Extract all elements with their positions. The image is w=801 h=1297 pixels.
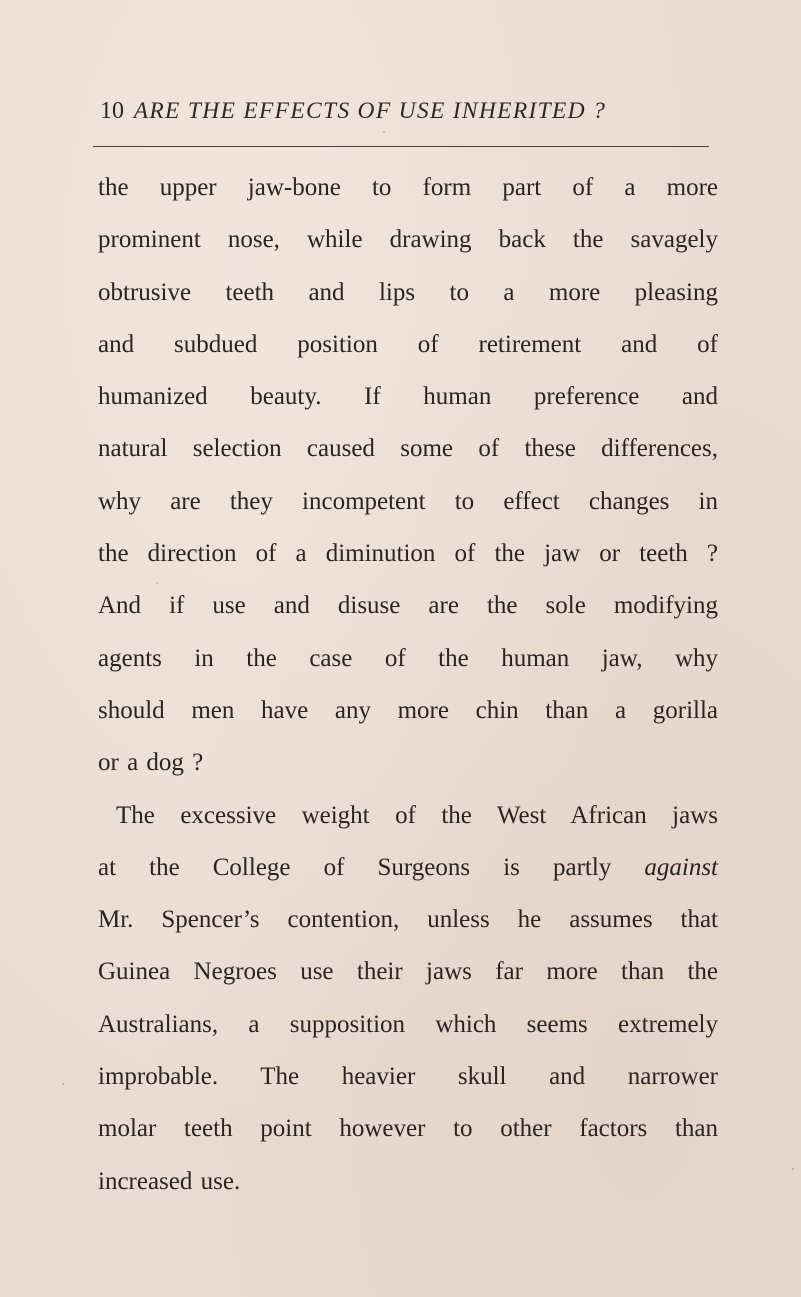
paper-speck xyxy=(792,1168,794,1170)
text-line: Australians, a supposition which seems extremely xyxy=(98,1010,718,1038)
text-line: humanized beauty. If human preference and xyxy=(98,383,718,411)
text-line: should men have any more chin than a gorilla xyxy=(98,696,718,724)
paper-speck xyxy=(383,131,385,133)
text-line: prominent nose, while drawing back the savagely xyxy=(98,226,718,254)
paper-speck xyxy=(62,1083,64,1085)
text-line: or a dog ? xyxy=(98,749,204,777)
text-line-with-emphasis xyxy=(98,850,718,902)
text-run: at the College of Surgeons is partly xyxy=(98,853,612,881)
text-line: why are they incompetent to effect changes in xyxy=(98,487,718,515)
text-line: and subdued position of retirement and of xyxy=(98,330,718,358)
chapter-title: ARE THE EFFECTS OF USE INHERITED ? xyxy=(133,98,607,124)
text-line: Guinea Negroes use their jaws far more than the xyxy=(98,958,718,986)
paper-speck xyxy=(640,1030,642,1032)
text-line: the direction of a diminution of the jaw or teeth ? xyxy=(98,540,718,568)
text-line: Mr. Spencer’s contention, unless he assumes that xyxy=(98,906,718,934)
emphasis-word: against xyxy=(644,853,718,881)
text-line: improbable. The heavier skull and narrower xyxy=(98,1063,718,1091)
text-line: natural selection caused some of these differences, xyxy=(98,435,718,463)
text-line: The excessive weight of the West African jaws xyxy=(116,801,718,829)
text-line: And if use and disuse are the sole modifying xyxy=(98,592,718,620)
text-line: increased use. xyxy=(98,1167,241,1195)
text-line: agents in the case of the human jaw, why xyxy=(98,644,718,672)
header-rule xyxy=(93,146,709,147)
page-number: 10 xyxy=(100,98,124,124)
text-line: the upper jaw-bone to form part of a more xyxy=(98,174,718,201)
paper-speck xyxy=(156,582,158,584)
text-line: molar teeth point however to other factors than xyxy=(98,1115,718,1143)
text-line: obtrusive teeth and lips to a more pleasing xyxy=(98,278,718,306)
running-head xyxy=(100,94,720,130)
body-text xyxy=(98,170,718,1216)
